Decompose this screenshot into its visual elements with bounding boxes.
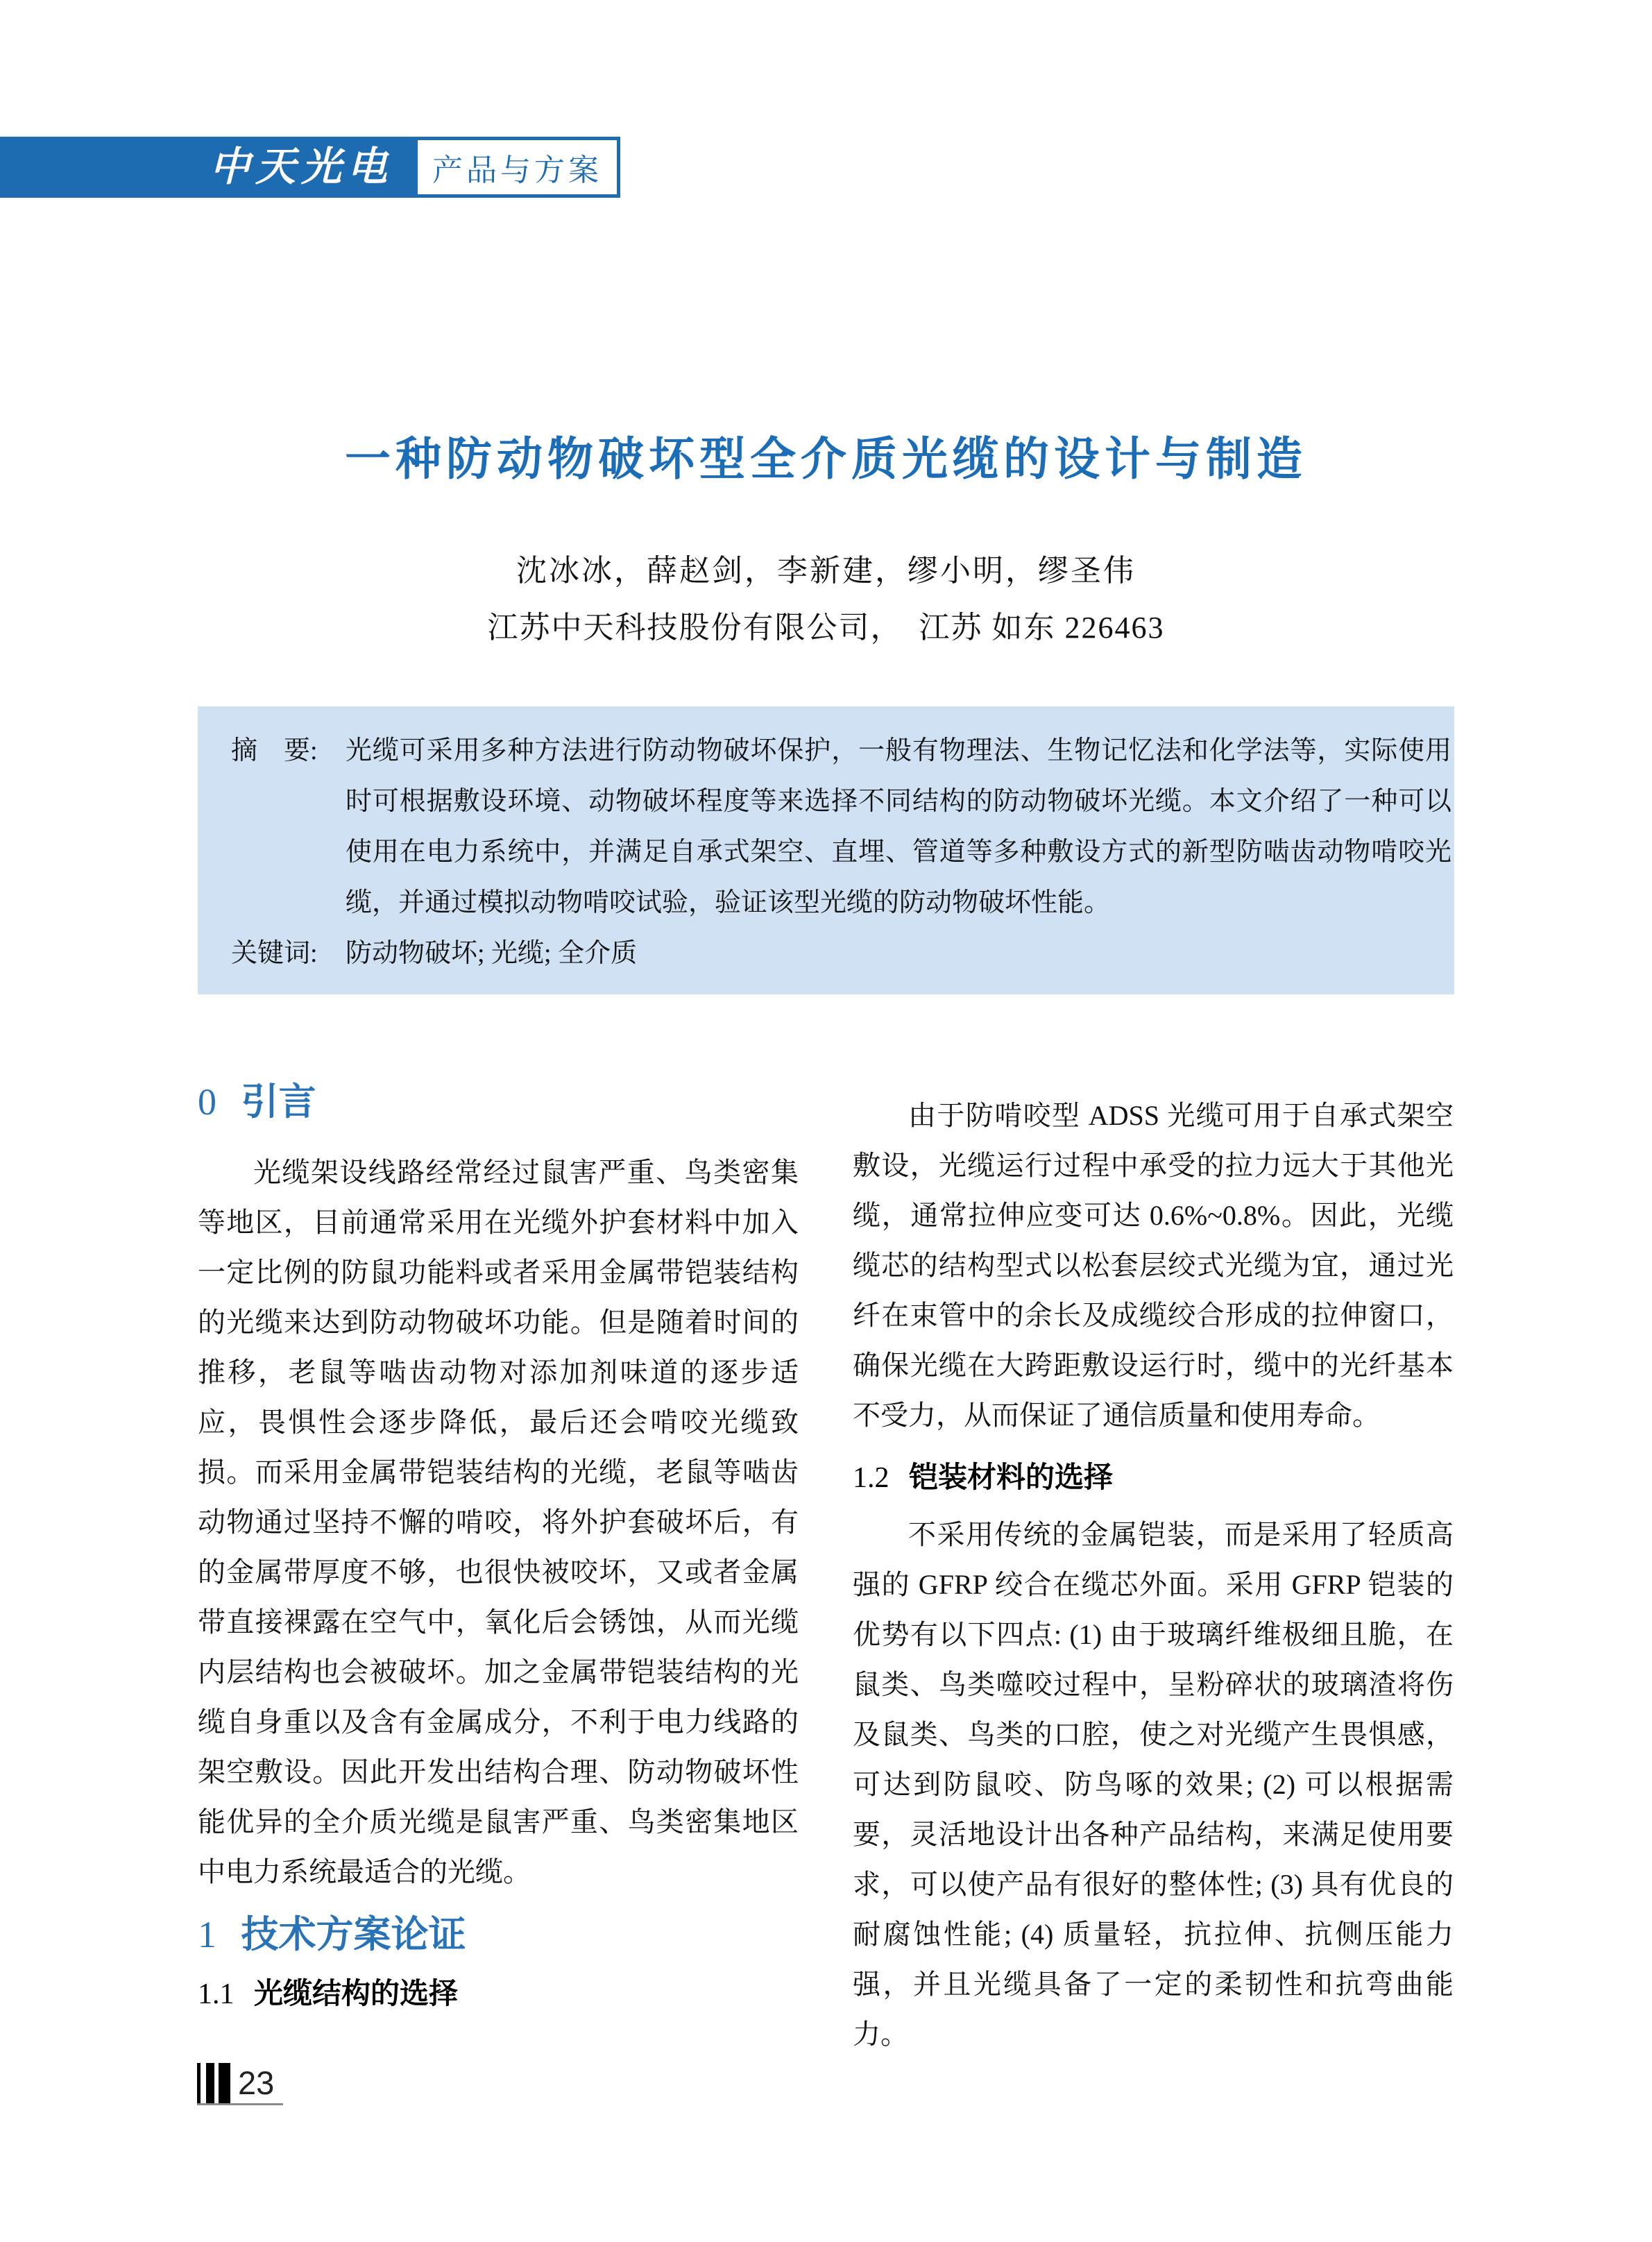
products-tab-label: 产品与方案 [432,153,602,187]
section-1-title: 技术方案论证 [241,1914,466,1955]
left-column [198,1074,799,2060]
section-heading-1 [198,1907,799,1962]
armor-material-paragraph: 不采用传统的金属铠装，而是采用了轻质高强的 GFRP 绞合在缆芯外面。采用 GFRP 铠装的优势有以下四点: (1) 由于玻璃纤维极细且脆，在鼠类、鸟类噬咬过程中，呈粉碎状的玻璃渣将伤及鼠类、鸟类的口腔，使之对光缆产生畏惧感，可达到防鼠咬、防鸟啄的效果; (2) 可以根据需要，灵活地设计出各种产品结构，来满足使用要求，可以使产品有很好的整体性; (3) 具有优良的耐腐蚀性能; (4) 质量轻，抗拉伸、抗侧压能力强，并且光缆具备了一定的柔韧性和抗弯曲能力。 [853,1519,1454,2050]
section-1-number: 1 [198,1914,216,1955]
page-number: 23 [238,2064,275,2101]
keywords-label: 关键词: [231,939,318,968]
authors-line: 沈冰冰，薛赵剑，李新建，缪小明，缪圣伟 [516,554,1136,588]
section-heading-intro [198,1074,799,1130]
products-tab [414,137,620,198]
page-number-bars-icon [197,2063,230,2103]
section-intro-title: 引言 [241,1081,316,1123]
abstract-row [231,726,1451,928]
section-heading-1-1 [198,1973,799,2015]
intro-paragraph: 光缆架设线路经常经过鼠害严重、鸟类密集等地区，目前通常采用在光缆外护套材料中加入一定比例的防鼠功能料或者采用金属带铠装结构的光缆来达到防动物破坏功能。但是随着时间的推移，老鼠等啮齿动物对添加剂味道的逐步适应，畏惧性会逐步降低，最后还会啃咬光缆致损。而采用金属带铠装结构的光缆，老鼠等啮齿动物通过坚持不懈的啃咬，将外护套破坏后，有的金属带厚度不够，也很快被咬坏，又或者金属带直接裸露在空气中，氧化后会锈蚀，从而光缆内层结构也会被破坏。加之金属带铠装结构的光缆自身重以及含有金属成分，不利于电力线路的架空敷设。因此开发出结构合理、防动物破坏性能优异的全介质光缆是鼠害严重、鸟类密集地区中电力系统最适合的光缆。 [198,1157,799,1887]
body-columns [198,1074,1454,2060]
footer-rule [197,2103,283,2105]
header-bar [0,137,416,198]
abstract-box [198,706,1454,994]
abstract-text: 光缆可采用多种方法进行防动物破坏保护，一般有物理法、生物记忆法和化学法等，实际使用时可根据敷设环境、动物破坏程度等来选择不同结构的防动物破坏光缆。本文介绍了一种可以使用在电力系统中，并满足自承式架空、直埋、管道等多种敷设方式的新型防啮齿动物啃咬光缆，并通过模拟动物啃咬试验，验证该型光缆的防动物破坏性能。 [346,736,1451,917]
section-heading-1-2 [853,1457,1454,1499]
keywords-row [231,928,1451,979]
section-intro-number: 0 [198,1081,216,1123]
abstract-label: 摘 要: [231,736,318,765]
brand-logo: 中天光电 [209,144,393,189]
article-title: 一种防动物破坏型全介质光缆的设计与制造 [345,434,1307,485]
section-1-2-title: 铠装材料的选择 [909,1462,1114,1494]
section-1-1-title: 光缆结构的选择 [254,1978,459,2010]
keywords-text: 防动物破坏; 光缆; 全介质 [346,939,638,968]
affiliation-line: 江苏中天科技股份有限公司， 江苏 如东 226463 [487,611,1165,645]
right-column [853,1074,1454,2060]
section-1-1-number: 1.1 [198,1978,235,2010]
cable-structure-paragraph: 由于防啃咬型 ADSS 光缆可用于自承式架空敷设，光缆运行过程中承受的拉力远大于其他光缆，通常拉伸应变可达 0.6%~0.8%。因此，光缆缆芯的结构型式以松套层绞式光缆为宜，通过光纤在束管中的余长及成缆绞合形成的拉伸窗口，确保光缆在大跨距敷设运行时，缆中的光纤基本不受力，从而保证了通信质量和使用寿命。 [853,1100,1454,1431]
section-1-2-number: 1.2 [853,1462,889,1494]
